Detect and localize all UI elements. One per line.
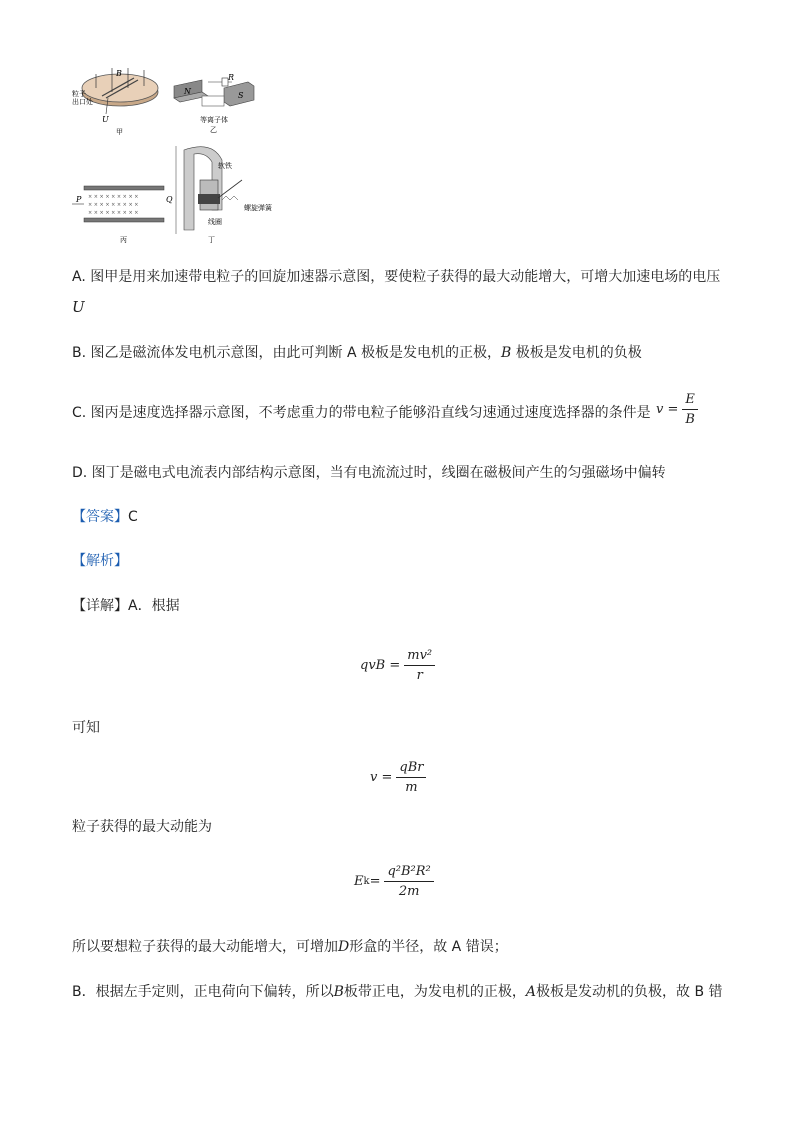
plasma-label: 等离子体 [200,116,228,124]
cyclotron-diagram [72,68,158,136]
know-text: 可知 [72,720,100,736]
detail-intro: 【详解】A．根据 [72,598,180,614]
formula-1-lhs: qvB = [360,658,401,673]
letter-r: R [228,73,235,82]
option-d-text: D. 图丁是磁电式电流表内部结构示意图，当有电流流过时，线圈在磁极间产生的匀强磁场中偏转 [72,465,666,481]
figure-jia-yi [72,66,272,138]
svg-text:× × × × × × × × ×: × × × × × × × × × [88,210,139,216]
answer-value: C [128,509,138,525]
letter-s: S [238,91,244,100]
option-c [72,403,651,423]
b-line-text-2: 板带正电，为发电机的正极， [343,984,526,1000]
formula-2-num: qBr [396,760,426,778]
ding-label: 丁 [208,236,215,244]
spring-label: 螺旋弹簧 [244,204,272,212]
bing-label: 丙 [120,236,127,244]
option-d [72,463,666,483]
option-a-text: A. 图甲是用来加速带电粒子的回旋加速器示意图，要使粒子获得的最大动能增大，可增大加速电场的电压 [72,269,721,285]
analysis-label: 【解析】 [72,553,128,569]
b-explanation-line [72,982,723,1002]
formula-2-lhs: v = [370,770,393,785]
svg-text:× × × × × × × × ×: × × × × × × × × × [88,202,139,208]
option-c-den: B [685,412,695,427]
conclusion-var: D [338,939,350,955]
formula-3 [354,864,434,899]
yi-label: 乙 [210,126,217,134]
option-b [72,343,642,363]
particle-exit-label-1: 粒子 [72,90,86,98]
coil-label: 线圈 [208,218,222,226]
formula-3-eq: = [369,874,381,889]
option-a-var: U [72,298,85,316]
letter-p: P [76,195,82,204]
conclusion-text-1: 所以要想粒子获得的最大动能增大，可增加 [72,939,338,955]
answer-line [72,507,138,527]
particle-exit-label-2: 出口处 [72,98,93,106]
formula-2 [370,760,426,795]
figure-bing-ding [72,140,282,248]
conclusion-line [72,937,508,957]
svg-text:× × × × × × × × ×: × × × × × × × × × [88,194,139,200]
formula-2-den: m [405,780,418,795]
letter-n: N [184,87,191,96]
formula-1-num: mv² [404,648,435,666]
answer-label: 【答案】 [72,509,128,525]
option-b-var: B [500,345,512,361]
formula-3-lhs: E [354,874,364,889]
conclusion-text-2: 形盒的半径，故 A 错误； [349,939,508,955]
option-c-text: C. 图丙是速度选择器示意图，不考虑重力的带电粒子能够沿直线匀速通过速度选择器的条件是 [72,405,651,421]
option-a [72,267,720,287]
ke-text: 粒子获得的最大动能为 [72,819,212,835]
formula-3-sub: k [363,876,370,887]
jia-label: 甲 [116,128,123,136]
option-c-v: v = [656,402,679,417]
b-line-text-1: B．根据左手定则，正电荷向下偏转，所以 [72,984,334,1000]
b-line-var-1: B [333,984,344,1000]
formula-3-num: q²B²R² [384,864,433,882]
option-b-text-1: B. 图乙是磁流体发电机示意图，由此可判断 A 极板是发电机的正极， [72,345,501,361]
iron-label: 软铁 [218,162,232,170]
letter-q: Q [166,195,173,204]
b-line-text-3: 极板是发动机的负极，故 B 错 [536,984,723,1000]
b-line-var-2: A [525,984,537,1000]
galvanometer-diagram [176,146,273,244]
formula-3-den: 2m [398,884,420,899]
velocity-selector-diagram [72,186,173,244]
formula-1-den: r [416,668,423,683]
option-b-text-2: 极板是发电机的负极 [511,345,642,361]
mhd-generator-diagram [174,73,254,134]
letter-u: U [102,115,109,124]
option-c-formula [656,392,698,427]
option-c-num: E [682,392,698,410]
formula-1 [360,648,435,683]
letter-b: B [116,69,122,78]
